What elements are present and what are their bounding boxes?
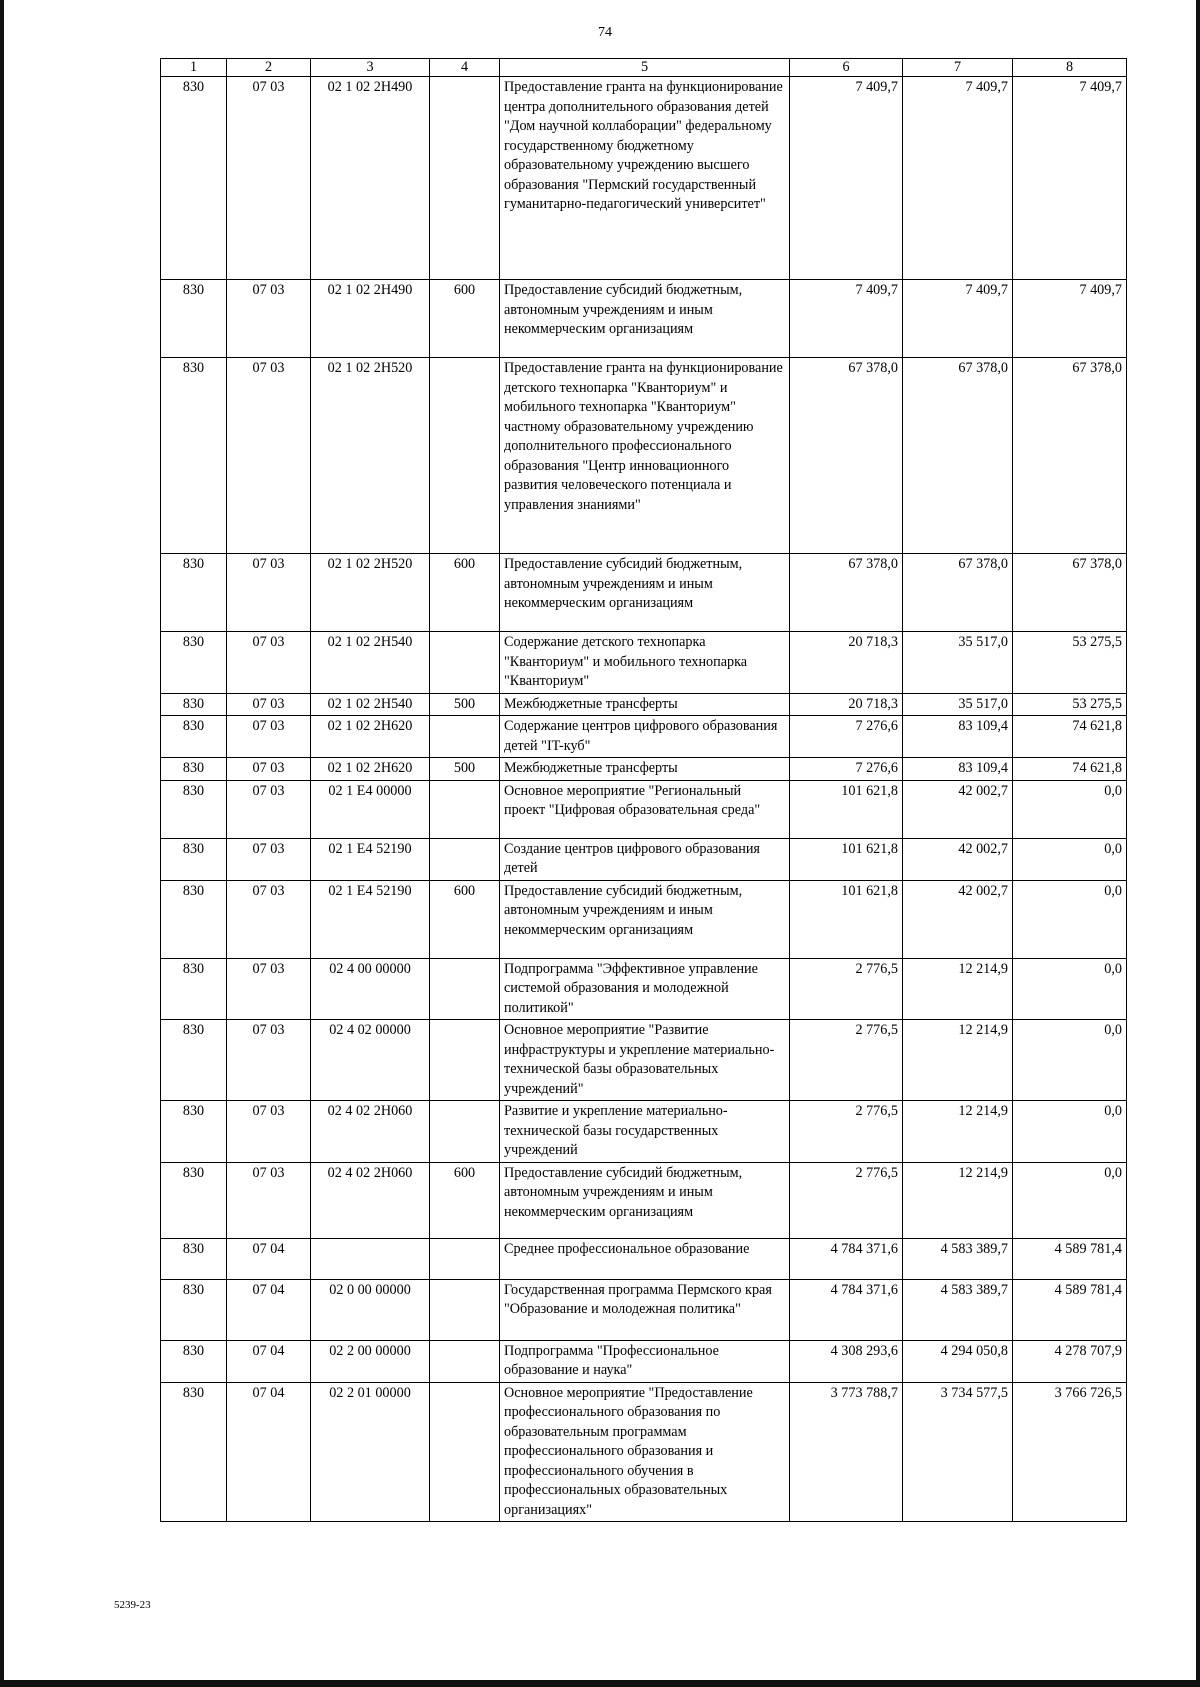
cell-section-code: 07 03	[227, 780, 311, 838]
cell-department-code: 830	[161, 758, 227, 781]
cell-description: Содержание центров цифрового образования детей "IT-куб"	[500, 716, 790, 758]
cell-target-article: 02 1 Е4 52190	[311, 880, 430, 958]
cell-amount-col7: 67 378,0	[903, 358, 1013, 554]
cell-amount-col7: 4 294 050,8	[903, 1340, 1013, 1382]
cell-department-code: 830	[161, 280, 227, 358]
cell-target-article	[311, 1238, 430, 1279]
cell-description: Развитие и укрепление материально-технической базы государственных учреждений	[500, 1101, 790, 1163]
cell-amount-col8: 67 378,0	[1013, 554, 1127, 632]
cell-amount-col7: 4 583 389,7	[903, 1238, 1013, 1279]
cell-amount-col7: 83 109,4	[903, 758, 1013, 781]
cell-expense-type	[430, 780, 500, 838]
header-row	[161, 59, 1127, 77]
table-row	[161, 1020, 1127, 1101]
cell-description: Основное мероприятие "Развитие инфраструктуры и укрепление материально-технической базы образовательных учреждений"	[500, 1020, 790, 1101]
cell-amount-col8: 3 766 726,5	[1013, 1382, 1127, 1522]
cell-amount-col7: 67 378,0	[903, 554, 1013, 632]
cell-department-code: 830	[161, 77, 227, 280]
cell-expense-type	[430, 838, 500, 880]
cell-expense-type	[430, 1340, 500, 1382]
cell-description: Основное мероприятие "Предоставление профессионального образования по образовательным программам профессионального образования и профессионального обучения в профессиональных образовательных организациях"	[500, 1382, 790, 1522]
cell-amount-col8: 53 275,5	[1013, 632, 1127, 694]
cell-section-code: 07 03	[227, 880, 311, 958]
cell-amount-col8: 4 589 781,4	[1013, 1279, 1127, 1340]
cell-section-code: 07 04	[227, 1279, 311, 1340]
table-row	[161, 1162, 1127, 1238]
cell-description: Среднее профессиональное образование	[500, 1238, 790, 1279]
cell-target-article: 02 4 02 2Н060	[311, 1162, 430, 1238]
table-row	[161, 632, 1127, 694]
table-row	[161, 358, 1127, 554]
cell-target-article: 02 1 02 2Н540	[311, 632, 430, 694]
cell-section-code: 07 03	[227, 838, 311, 880]
cell-section-code: 07 03	[227, 958, 311, 1020]
cell-amount-col8: 4 589 781,4	[1013, 1238, 1127, 1279]
cell-expense-type: 500	[430, 693, 500, 716]
cell-expense-type	[430, 1382, 500, 1522]
table-row	[161, 280, 1127, 358]
cell-target-article: 02 1 Е4 52190	[311, 838, 430, 880]
cell-description: Предоставление гранта на функционирование детского технопарка "Кванториум" и мобильного технопарка "Кванториум" частному образовательному учреждению дополнительного профессионального образования "Центр инновационного развития человеческого потенциала и управления знаниями"	[500, 358, 790, 554]
cell-department-code: 830	[161, 1238, 227, 1279]
cell-department-code: 830	[161, 1382, 227, 1522]
cell-description: Межбюджетные трансферты	[500, 758, 790, 781]
cell-expense-type	[430, 358, 500, 554]
cell-amount-col6: 101 621,8	[790, 780, 903, 838]
cell-target-article: 02 4 02 00000	[311, 1020, 430, 1101]
cell-target-article: 02 0 00 00000	[311, 1279, 430, 1340]
cell-section-code: 07 03	[227, 554, 311, 632]
cell-expense-type	[430, 958, 500, 1020]
scan-bottom-edge	[0, 1680, 1200, 1687]
cell-amount-col8: 74 621,8	[1013, 758, 1127, 781]
cell-expense-type: 500	[430, 758, 500, 781]
cell-amount-col8: 53 275,5	[1013, 693, 1127, 716]
table-row	[161, 1340, 1127, 1382]
table-row	[161, 693, 1127, 716]
cell-department-code: 830	[161, 1340, 227, 1382]
cell-amount-col6: 4 784 371,6	[790, 1279, 903, 1340]
cell-target-article: 02 2 00 00000	[311, 1340, 430, 1382]
cell-section-code: 07 03	[227, 632, 311, 694]
cell-amount-col6: 7 409,7	[790, 77, 903, 280]
table-row	[161, 1279, 1127, 1340]
cell-target-article: 02 1 02 2Н490	[311, 280, 430, 358]
cell-amount-col7: 42 002,7	[903, 838, 1013, 880]
cell-section-code: 07 03	[227, 358, 311, 554]
cell-section-code: 07 03	[227, 693, 311, 716]
cell-target-article: 02 1 02 2Н490	[311, 77, 430, 280]
cell-department-code: 830	[161, 1162, 227, 1238]
cell-amount-col7: 7 409,7	[903, 77, 1013, 280]
cell-target-article: 02 1 02 2Н620	[311, 758, 430, 781]
header-col-3: 3	[311, 59, 430, 77]
cell-amount-col7: 3 734 577,5	[903, 1382, 1013, 1522]
cell-amount-col7: 12 214,9	[903, 958, 1013, 1020]
table-row	[161, 1101, 1127, 1163]
cell-description: Содержание детского технопарка "Кванториум" и мобильного технопарка "Кванториум"	[500, 632, 790, 694]
cell-department-code: 830	[161, 780, 227, 838]
cell-amount-col6: 2 776,5	[790, 958, 903, 1020]
cell-amount-col6: 2 776,5	[790, 1101, 903, 1163]
cell-target-article: 02 1 02 2Н540	[311, 693, 430, 716]
header-col-5: 5	[500, 59, 790, 77]
cell-expense-type	[430, 1101, 500, 1163]
cell-amount-col7: 4 583 389,7	[903, 1279, 1013, 1340]
cell-amount-col7: 35 517,0	[903, 693, 1013, 716]
header-col-4: 4	[430, 59, 500, 77]
table-row	[161, 1238, 1127, 1279]
cell-amount-col7: 7 409,7	[903, 280, 1013, 358]
cell-expense-type	[430, 77, 500, 280]
header-col-8: 8	[1013, 59, 1127, 77]
cell-department-code: 830	[161, 1279, 227, 1340]
table-body	[161, 77, 1127, 1522]
cell-department-code: 830	[161, 1020, 227, 1101]
cell-expense-type	[430, 1238, 500, 1279]
cell-department-code: 830	[161, 880, 227, 958]
cell-amount-col6: 7 276,6	[790, 758, 903, 781]
cell-amount-col7: 12 214,9	[903, 1162, 1013, 1238]
cell-department-code: 830	[161, 838, 227, 880]
cell-amount-col6: 67 378,0	[790, 358, 903, 554]
cell-amount-col6: 67 378,0	[790, 554, 903, 632]
table-row	[161, 838, 1127, 880]
cell-expense-type: 600	[430, 554, 500, 632]
cell-expense-type	[430, 716, 500, 758]
cell-amount-col6: 4 784 371,6	[790, 1238, 903, 1279]
header-col-7: 7	[903, 59, 1013, 77]
header-col-2: 2	[227, 59, 311, 77]
cell-amount-col7: 42 002,7	[903, 780, 1013, 838]
cell-expense-type: 600	[430, 880, 500, 958]
cell-amount-col6: 101 621,8	[790, 838, 903, 880]
cell-expense-type	[430, 1279, 500, 1340]
cell-amount-col7: 35 517,0	[903, 632, 1013, 694]
cell-expense-type: 600	[430, 1162, 500, 1238]
cell-amount-col7: 42 002,7	[903, 880, 1013, 958]
cell-department-code: 830	[161, 958, 227, 1020]
cell-amount-col8: 0,0	[1013, 1020, 1127, 1101]
cell-amount-col8: 7 409,7	[1013, 280, 1127, 358]
cell-amount-col6: 7 409,7	[790, 280, 903, 358]
table-header	[161, 59, 1127, 77]
header-col-1: 1	[161, 59, 227, 77]
cell-section-code: 07 03	[227, 280, 311, 358]
cell-description: Основное мероприятие "Региональный проект "Цифровая образовательная среда"	[500, 780, 790, 838]
cell-expense-type	[430, 1020, 500, 1101]
cell-amount-col6: 3 773 788,7	[790, 1382, 903, 1522]
cell-description: Предоставление субсидий бюджетным, автономным учреждениям и иным некоммерческим организациям	[500, 280, 790, 358]
cell-amount-col6: 7 276,6	[790, 716, 903, 758]
cell-section-code: 07 03	[227, 1101, 311, 1163]
table-row	[161, 77, 1127, 280]
cell-section-code: 07 04	[227, 1382, 311, 1522]
cell-department-code: 830	[161, 716, 227, 758]
cell-amount-col8: 0,0	[1013, 1162, 1127, 1238]
cell-target-article: 02 4 00 00000	[311, 958, 430, 1020]
cell-target-article: 02 4 02 2Н060	[311, 1101, 430, 1163]
cell-description: Создание центров цифрового образования детей	[500, 838, 790, 880]
cell-section-code: 07 03	[227, 77, 311, 280]
table-row	[161, 880, 1127, 958]
cell-amount-col6: 2 776,5	[790, 1020, 903, 1101]
cell-description: Предоставление гранта на функционирование центра дополнительного образования детей "Дом научной коллаборации" федеральному государственному бюджетному образовательному учреждению высшего образования "Пермский государственный гуманитарно-педагогический университет"	[500, 77, 790, 280]
cell-amount-col6: 2 776,5	[790, 1162, 903, 1238]
cell-target-article: 02 2 01 00000	[311, 1382, 430, 1522]
cell-section-code: 07 04	[227, 1238, 311, 1279]
cell-department-code: 830	[161, 1101, 227, 1163]
cell-amount-col8: 0,0	[1013, 780, 1127, 838]
cell-department-code: 830	[161, 632, 227, 694]
cell-description: Предоставление субсидий бюджетным, автономным учреждениям и иным некоммерческим организациям	[500, 554, 790, 632]
cell-description: Подпрограмма "Профессиональное образование и наука"	[500, 1340, 790, 1382]
table-row	[161, 554, 1127, 632]
cell-amount-col8: 0,0	[1013, 958, 1127, 1020]
cell-description: Предоставление субсидий бюджетным, автономным учреждениям и иным некоммерческим организациям	[500, 1162, 790, 1238]
cell-amount-col7: 12 214,9	[903, 1101, 1013, 1163]
cell-target-article: 02 1 02 2Н520	[311, 358, 430, 554]
cell-expense-type: 600	[430, 280, 500, 358]
cell-description: Межбюджетные трансферты	[500, 693, 790, 716]
budget-table	[160, 58, 1127, 1522]
cell-section-code: 07 03	[227, 716, 311, 758]
cell-section-code: 07 03	[227, 1020, 311, 1101]
cell-amount-col6: 20 718,3	[790, 693, 903, 716]
page-number: 74	[598, 25, 612, 40]
cell-department-code: 830	[161, 693, 227, 716]
cell-amount-col6: 20 718,3	[790, 632, 903, 694]
table-row	[161, 758, 1127, 781]
cell-amount-col8: 67 378,0	[1013, 358, 1127, 554]
cell-amount-col8: 7 409,7	[1013, 77, 1127, 280]
cell-target-article: 02 1 Е4 00000	[311, 780, 430, 838]
cell-description: Подпрограмма "Эффективное управление системой образования и молодежной политикой"	[500, 958, 790, 1020]
cell-section-code: 07 03	[227, 758, 311, 781]
cell-target-article: 02 1 02 2Н520	[311, 554, 430, 632]
cell-amount-col8: 4 278 707,9	[1013, 1340, 1127, 1382]
cell-description: Государственная программа Пермского края "Образование и молодежная политика"	[500, 1279, 790, 1340]
cell-section-code: 07 04	[227, 1340, 311, 1382]
cell-amount-col8: 0,0	[1013, 838, 1127, 880]
header-col-6: 6	[790, 59, 903, 77]
cell-section-code: 07 03	[227, 1162, 311, 1238]
table-row	[161, 780, 1127, 838]
cell-amount-col8: 0,0	[1013, 1101, 1127, 1163]
cell-expense-type	[430, 632, 500, 694]
cell-amount-col8: 0,0	[1013, 880, 1127, 958]
table-row	[161, 958, 1127, 1020]
cell-department-code: 830	[161, 554, 227, 632]
table-row	[161, 716, 1127, 758]
cell-amount-col8: 74 621,8	[1013, 716, 1127, 758]
cell-amount-col6: 101 621,8	[790, 880, 903, 958]
document-code: 5239-23	[114, 1599, 151, 1611]
cell-description: Предоставление субсидий бюджетным, автономным учреждениям и иным некоммерческим организациям	[500, 880, 790, 958]
cell-department-code: 830	[161, 358, 227, 554]
cell-target-article: 02 1 02 2Н620	[311, 716, 430, 758]
cell-amount-col7: 12 214,9	[903, 1020, 1013, 1101]
cell-amount-col7: 83 109,4	[903, 716, 1013, 758]
table-row	[161, 1382, 1127, 1522]
cell-amount-col6: 4 308 293,6	[790, 1340, 903, 1382]
